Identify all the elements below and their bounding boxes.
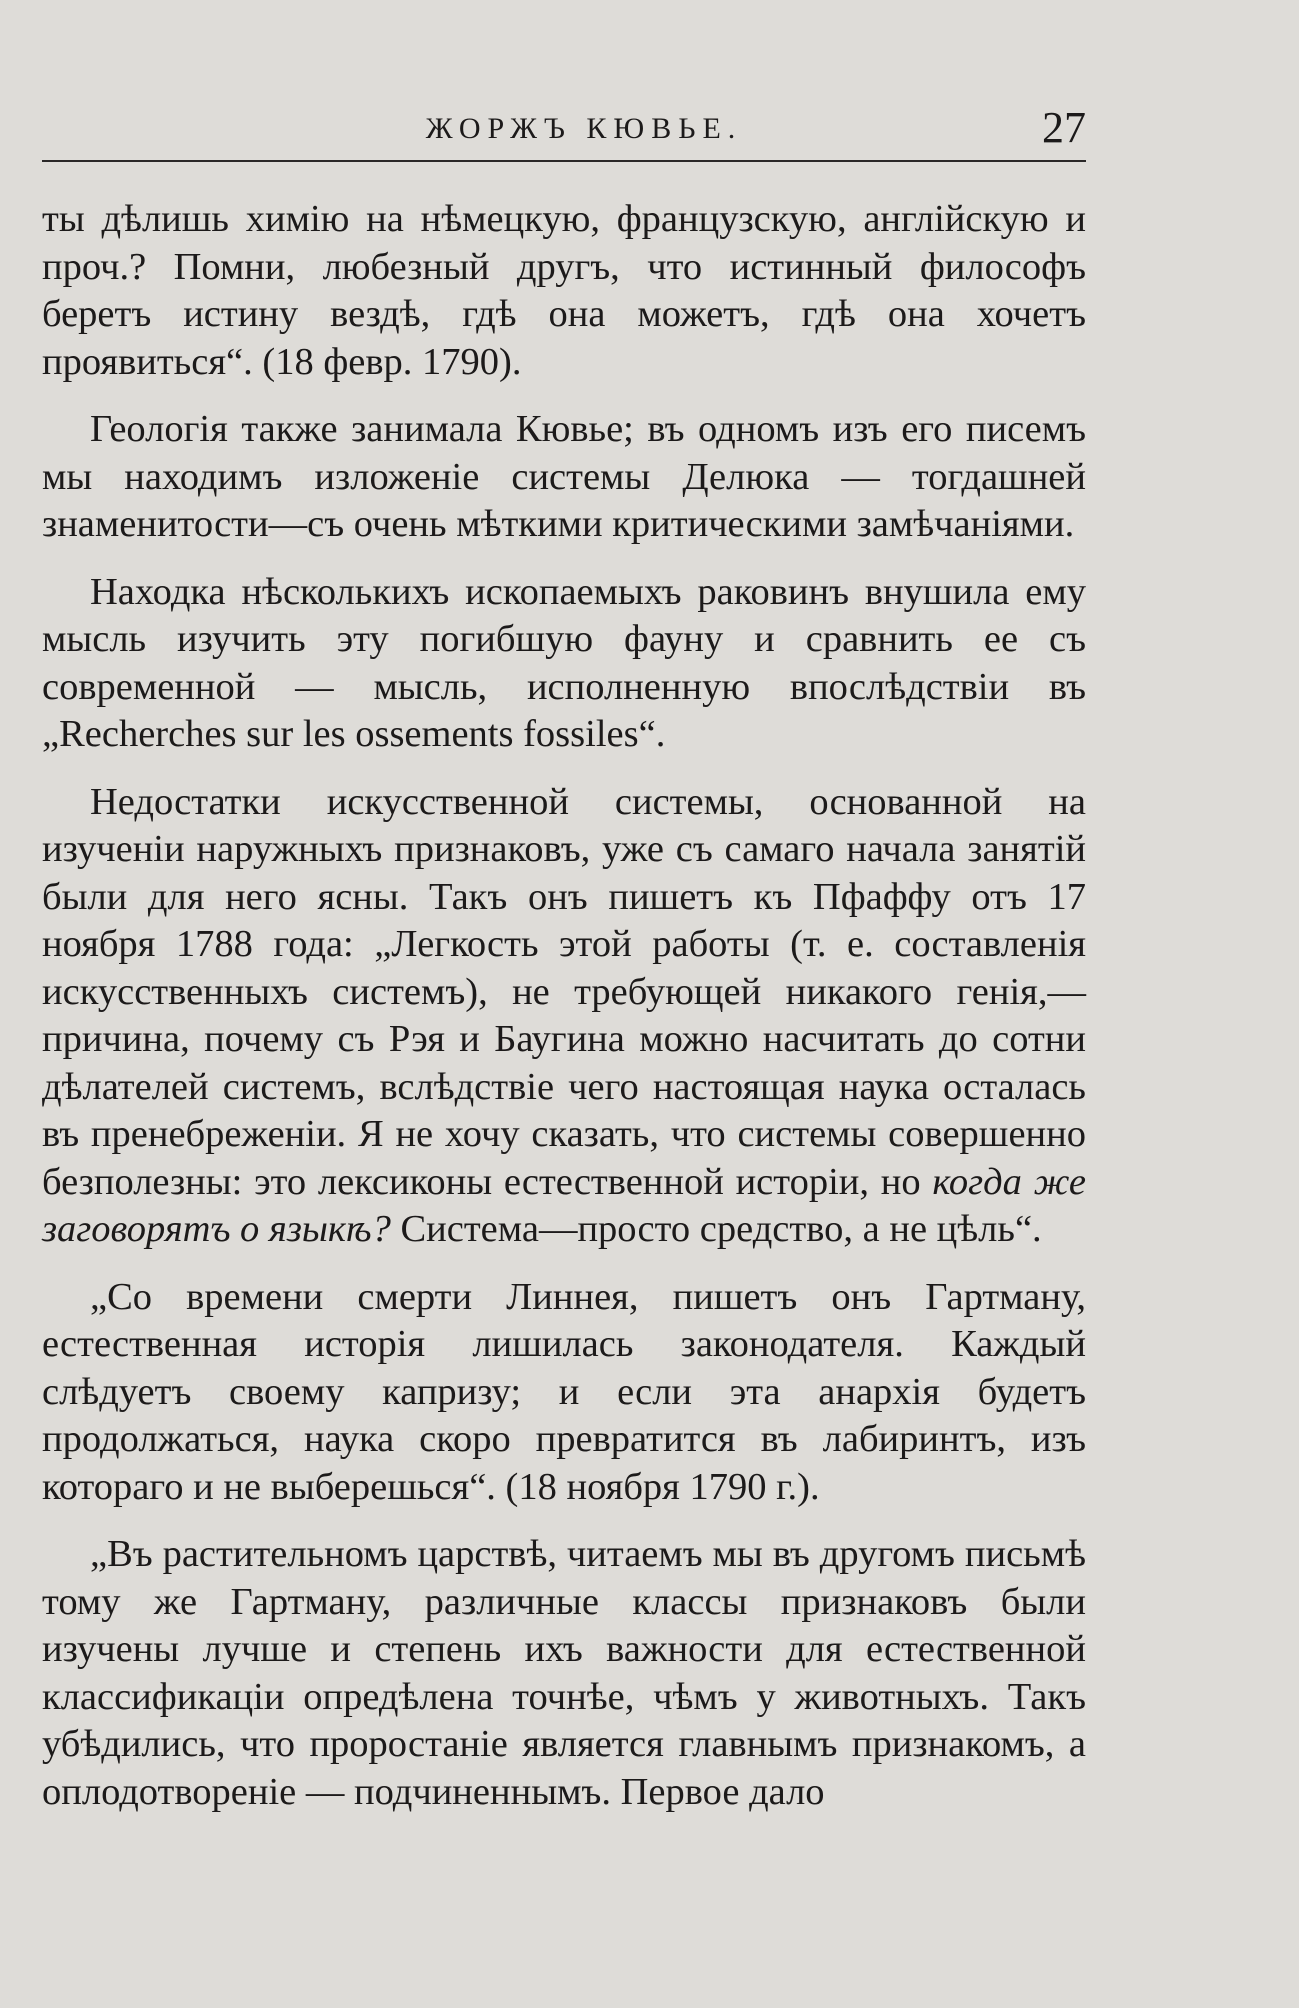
paragraph-continued: ты дѣлишь химію на нѣмецкую, французскую, англійскую и проч.? Помни, любезный другъ, что истинный философъ беретъ истину вездѣ, гдѣ она можетъ, гдѣ она хочетъ проявиться“. (18 февр. 1790). <box>42 198 1086 383</box>
paragraph-fossil-shells: Находка нѣсколькихъ ископаемыхъ раковинъ внушила ему мысль изучить эту погибшую фауну и сравнить ее съ современной — мысль, исполненную впослѣдствіи въ „Recherches sur les ossements fossiles“. <box>42 570 1086 755</box>
running-head: ЖОРЖЪ КЮВЬЕ. <box>425 112 743 145</box>
paragraph-plant-kingdom: „Въ растительномъ царствѣ, читаемъ мы въ другомъ письмѣ тому же Гартману, различные классы признаковъ были изучены лучше и степень ихъ важности для естественной классификаціи опредѣлена точнѣе, чѣмъ у животныхъ. Такъ убѣдились, что проростаніе является главнымъ признакомъ, а оплодотвореніе — подчиненнымъ. Первое дало <box>42 1533 1086 1813</box>
body-text <box>42 196 1086 1836</box>
page-header <box>42 100 1086 162</box>
paragraph-artificial-systems <box>42 779 1086 1254</box>
paragraph-text-after-italic: Система—просто средство, а не цѣль“. <box>390 1208 1042 1250</box>
paragraph-linnaeus: „Со времени смерти Линнея, пишетъ онъ Гартману, естественная исторія лишилась законодателя. Каждый слѣдуетъ своему капризу; и если эта анархія будетъ продолжаться, наука скоро превратится въ лабиринтъ, изъ котораго и не выберешься“. (18 ноября 1790 г.). <box>42 1275 1086 1508</box>
paragraph-geology: Геологія также занимала Кювье; въ одномъ изъ его писемъ мы находимъ изложеніе системы Делюка — тогдашней знаменитости—съ очень мѣткими критическими замѣчаніями. <box>42 408 1086 545</box>
page-number: 27 <box>1042 103 1086 152</box>
paragraph-text-before-italic: Недостатки искусственной системы, основанной на изученіи наружныхъ признаковъ, уже съ самаго начала занятій были для него ясны. Такъ онъ пишетъ къ Пфаффу отъ 17 ноября 1788 года: „Легкость этой работы (т. е. составленія искусственныхъ системъ), не требующей никакого генія,—причина, почему съ Рэя и Баугина можно насчитать до сотни дѣлателей системъ, вслѣдствіе чего настоящая наука осталась въ пренебреженіи. Я не хочу сказать, что системы совершенно безполезны: это лексиконы естественной исторіи, но <box>42 780 1086 1203</box>
italic-phrase: когда же заговорятъ о языкѣ? <box>42 1160 1086 1250</box>
